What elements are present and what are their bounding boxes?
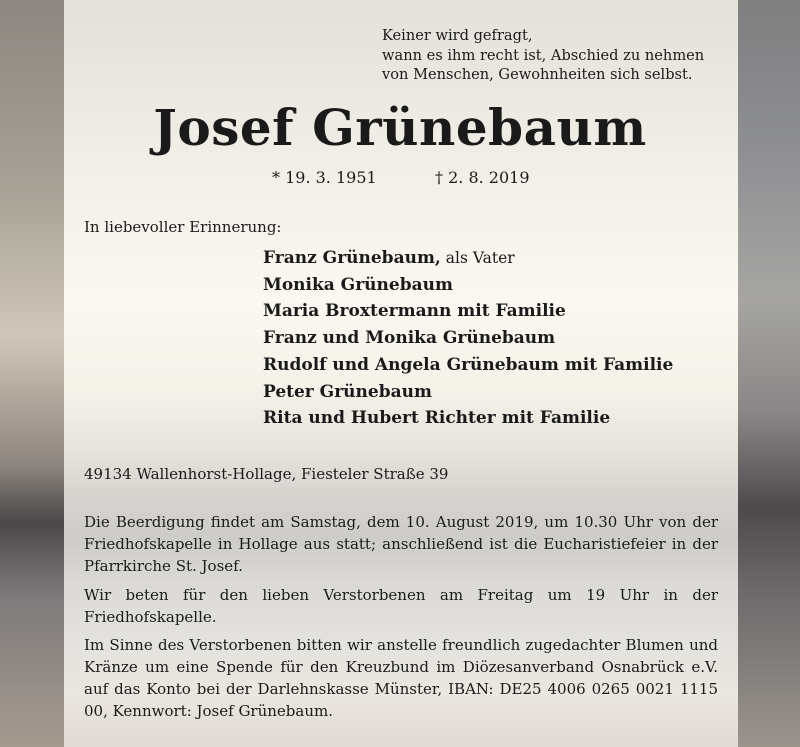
mourner-item bbox=[263, 325, 673, 352]
birth-date: * 19. 3. 1951 bbox=[272, 168, 377, 187]
mourner-name: Monika Grünebaum bbox=[263, 274, 453, 295]
mourner-item bbox=[263, 379, 673, 406]
mourner-name: Franz und Monika Grünebaum bbox=[263, 328, 556, 349]
motto-line: wann es ihm recht ist, Abschied zu nehmen bbox=[382, 46, 705, 64]
mourner-name: Franz Grünebaum, bbox=[263, 248, 441, 268]
motto-line: von Menschen, Gewohnheiten sich selbst. bbox=[382, 66, 693, 83]
mourner-item bbox=[263, 352, 673, 379]
mourner-item bbox=[263, 245, 673, 272]
mourners-list bbox=[263, 245, 673, 432]
mourner-name: Maria Broxtermann mit Familie bbox=[263, 301, 566, 322]
prayer-info-paragraph: Wir beten für den lieben Verstorbenen am Freitag um 19 Uhr in der Friedhofskapelle. bbox=[84, 586, 718, 626]
donation-info-paragraph: Im Sinne des Verstorbenen bitten wir anstelle freundlich zugedachter Blumen und Kränze um eine Spende für den Kreuzbund im Diözesanverband Osnabrück e.V. auf das Konto bei der Darlehnskasse Münster, IBAN: DE25 4006 0265 0021 1115 00, Kennwort: Josef Grünebaum. bbox=[84, 636, 718, 720]
intro-line: In liebevoller Erinnerung: bbox=[84, 218, 282, 236]
deceased-name: Josef Grünebaum bbox=[153, 98, 647, 157]
mourner-role: als Vater bbox=[440, 249, 515, 267]
motto-verse bbox=[382, 26, 704, 85]
death-date: † 2. 8. 2019 bbox=[435, 168, 530, 187]
mourner-item bbox=[263, 405, 673, 432]
family-address: 49134 Wallenhorst-Hollage, Fiesteler Straße 39 bbox=[84, 465, 449, 483]
mourner-item bbox=[263, 298, 673, 325]
motto-line: Keiner wird gefragt, bbox=[382, 27, 533, 44]
mourner-name: Rita und Hubert Richter mit Familie bbox=[263, 408, 611, 429]
mourner-name: Rudolf und Angela Grünebaum mit Familie bbox=[263, 354, 674, 375]
mourner-name: Peter Grünebaum bbox=[263, 381, 432, 402]
mourner-item bbox=[263, 272, 673, 299]
funeral-info-paragraph: Die Beerdigung findet am Samstag, dem 10. August 2019, um 10.30 Uhr von der Friedhofskapelle in Hollage aus statt; anschließend ist die Eucharistiefeier in der Pfarrkirche St. Josef. bbox=[84, 513, 718, 575]
